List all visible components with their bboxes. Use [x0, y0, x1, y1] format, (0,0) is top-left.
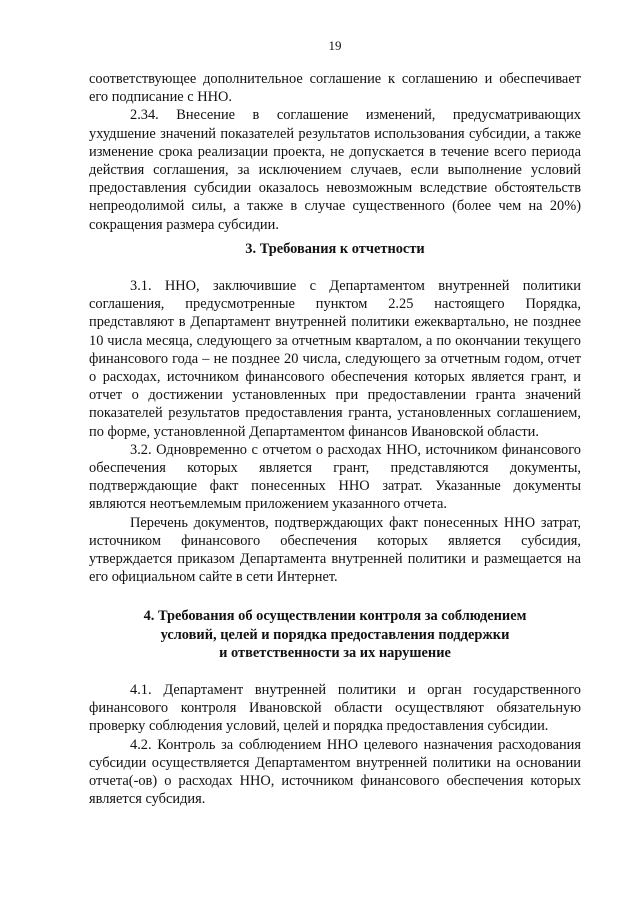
paragraph-4-1: 4.1. Департамент внутренней политики и орган государственного финансового контроля Ивановской области осуществляют обязательную проверку соблюдения условий, целей и порядка предоставления субсидии.: [89, 682, 581, 735]
paragraph-continuation: соответствующее дополнительное соглашение к соглашению и обеспечивает его подписание с ННО.: [89, 71, 581, 106]
paragraph-2-34: 2.34. Внесение в соглашение изменений, предусматривающих ухудшение значений показателей результатов использования субсидии, а также изменение срока реализации проекта, не допускается в течение всего периода действия соглашения, за исключением случаев, если выполнение условий предоставления субсидии оказалось невозможным вследствие обстоятельств непреодолимой силы, а также в случае существенного (более чем на 20%) сокращения размера субсидии.: [89, 107, 581, 233]
section-4-heading-line: 4. Требования об осуществлении контроля за соблюдением: [143, 608, 527, 624]
section-4-heading-line: и ответственности за их нарушение: [219, 645, 451, 662]
continuation-block: [89, 70, 581, 234]
section-4-heading: [89, 607, 581, 663]
paragraph-3-2: 3.2. Одновременно с отчетом о расходах ННО, источником финансового обеспечения которых является грант, представляются документы, подтверждающие факт понесенных ННО затрат. Указанные документы являются неотъемлемым приложением указанного отчета.: [89, 441, 581, 513]
section-4-body: [89, 681, 581, 808]
section-3-heading: 3. Требования к отчетности: [245, 241, 425, 257]
page-number: 19: [328, 38, 342, 53]
section-3-body: [89, 277, 581, 586]
paragraph-documents-list: Перечень документов, подтверждающих факт понесенных ННО затрат, источником финансового обеспечения которых является субсидия, утверждается приказом Департамента внутренней политики и размещается на его официальном сайте в сети Интернет.: [89, 514, 581, 586]
paragraph-4-2: 4.2. Контроль за соблюдением ННО целевого назначения расходования субсидии осуществляется Департаментом внутренней политики на основании отчета(-ов) о расходах ННО, источником финансового обеспечения которых является субсидия.: [89, 736, 581, 808]
section-4-heading-line: условий, целей и порядка предоставления поддержки: [160, 626, 510, 643]
paragraph-3-1: 3.1. ННО, заключившие с Департаментом внутренней политики соглашения, предусмотренные пунктом 2.25 настоящего Порядка, представляют в Департамент внутренней политики ежеквартально, не позднее 10 числа месяца, следующего за отчетным кварталом, а по окончании текущего финансового года – не позднее 20 числа, следующего за отчетным годом, отчет о расходах, источником финансового обеспечения которых является грант, и отчет о достижении установленных при предоставлении гранта значений показателей результатов предоставления гранта, установленных соглашением, по форме, установленной Департаментом финансов Ивановской области.: [89, 278, 581, 440]
